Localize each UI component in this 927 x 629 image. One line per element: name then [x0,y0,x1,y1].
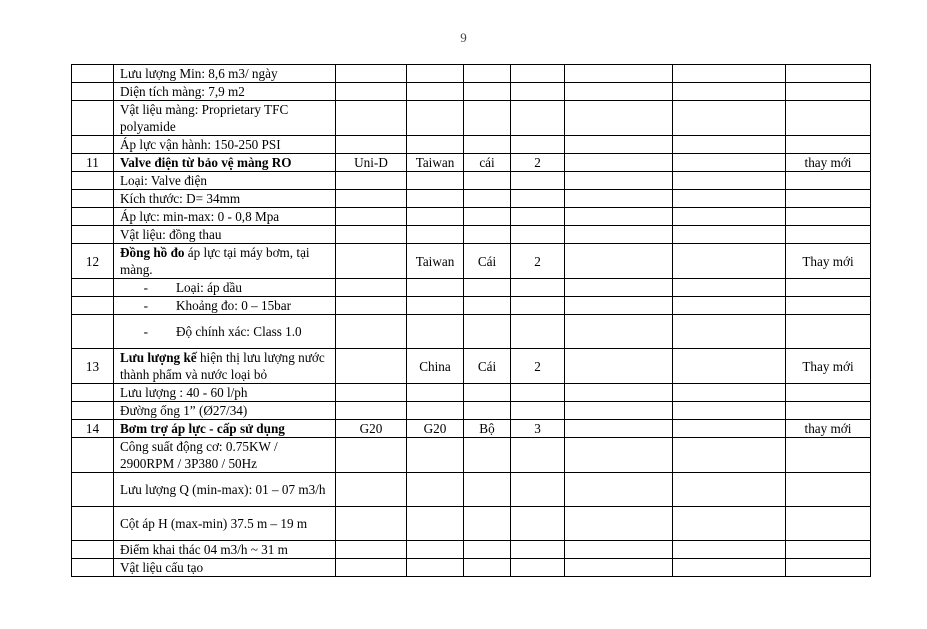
note-cell [786,83,871,101]
empty-cell [565,279,673,297]
quantity-cell [511,190,565,208]
note-cell [786,473,871,507]
brand-cell [336,101,407,136]
brand-cell [336,65,407,83]
brand-cell: Uni-D [336,154,407,172]
note-cell [786,279,871,297]
unit-cell [464,226,511,244]
quantity-cell [511,136,565,154]
table-row [72,473,871,507]
brand-cell: G20 [336,420,407,438]
quantity-cell [511,315,565,349]
empty-cell [673,83,786,101]
unit-cell [464,559,511,577]
empty-cell [673,136,786,154]
note-cell [786,190,871,208]
empty-cell [565,349,673,384]
item-number-cell: 14 [72,420,114,438]
note-cell: Thay mới [786,244,871,279]
unit-cell [464,83,511,101]
bullet-dash: - [143,280,148,295]
quantity-cell [511,279,565,297]
brand-cell [336,384,407,402]
origin-cell [407,297,464,315]
item-number-cell [72,315,114,349]
table-row [72,349,871,384]
note-cell: Thay mới [786,349,871,384]
unit-cell [464,297,511,315]
origin-cell [407,507,464,541]
empty-cell [565,83,673,101]
empty-cell [673,172,786,190]
empty-cell [673,473,786,507]
item-number-cell [72,65,114,83]
empty-cell [565,208,673,226]
origin-cell: China [407,349,464,384]
description-text: Loại: áp dầu [176,280,242,295]
empty-cell [673,402,786,420]
table-row [72,172,871,190]
empty-cell [673,279,786,297]
table-row [72,244,871,279]
brand-cell [336,279,407,297]
description-cell: Vật liệu: đồng thau [114,226,336,244]
origin-cell [407,83,464,101]
unit-cell [464,172,511,190]
brand-cell [336,226,407,244]
item-number-cell [72,101,114,136]
description-cell: Cột áp H (max-min) 37.5 m – 19 m [114,507,336,541]
origin-cell [407,438,464,473]
empty-cell [673,101,786,136]
empty-cell [565,226,673,244]
description-cell [114,297,336,315]
description-cell [114,349,336,384]
item-number-cell [72,83,114,101]
brand-cell [336,315,407,349]
brand-cell [336,473,407,507]
quantity-cell [511,384,565,402]
unit-cell [464,473,511,507]
quantity-cell [511,65,565,83]
quantity-cell [511,507,565,541]
empty-cell [673,559,786,577]
origin-cell [407,559,464,577]
equipment-spec-table [71,64,871,577]
note-cell [786,559,871,577]
origin-cell [407,65,464,83]
brand-cell [336,172,407,190]
empty-cell [565,438,673,473]
empty-cell [565,172,673,190]
unit-cell [464,384,511,402]
description-cell: Kích thước: D= 34mm [114,190,336,208]
empty-cell [565,244,673,279]
note-cell [786,172,871,190]
note-cell [786,208,871,226]
empty-cell [565,101,673,136]
origin-cell [407,190,464,208]
quantity-cell [511,438,565,473]
empty-cell [565,473,673,507]
empty-cell [673,420,786,438]
quantity-cell [511,402,565,420]
item-number-cell: 11 [72,154,114,172]
brand-cell [336,559,407,577]
empty-cell [565,297,673,315]
description-cell: Diện tích màng: 7,9 m2 [114,83,336,101]
origin-cell [407,402,464,420]
quantity-cell [511,541,565,559]
note-cell [786,402,871,420]
description-cell: Vật liệu cấu tạo [114,559,336,577]
table-row [72,402,871,420]
quantity-cell [511,473,565,507]
description-cell [114,244,336,279]
empty-cell [673,438,786,473]
origin-cell [407,208,464,226]
table-row [72,559,871,577]
description-cell: Áp lực: min-max: 0 - 0,8 Mpa [114,208,336,226]
description-cell: Valve điện từ bảo vệ màng RO [114,154,336,172]
empty-cell [673,154,786,172]
empty-cell [673,384,786,402]
description-rest: hiện thị lưu lượng nước thành phẩm và nước loại bỏ [120,350,325,382]
note-cell [786,315,871,349]
item-number-cell [72,172,114,190]
quantity-cell [511,226,565,244]
quantity-cell: 2 [511,244,565,279]
description-cell: Bơm trợ áp lực - cấp sử dụng [114,420,336,438]
item-number-cell [72,473,114,507]
unit-cell: Bộ [464,420,511,438]
unit-cell [464,190,511,208]
item-number-cell: 13 [72,349,114,384]
table-row [72,136,871,154]
unit-cell: cái [464,154,511,172]
item-number-cell [72,279,114,297]
description-rest: áp lực tại máy bơm, tại màng. [120,245,310,277]
table-row [72,507,871,541]
unit-cell [464,541,511,559]
origin-cell [407,473,464,507]
table-row [72,226,871,244]
table-row [72,541,871,559]
brand-cell [336,136,407,154]
unit-cell [464,402,511,420]
unit-cell [464,507,511,541]
description-cell: Áp lực vận hành: 150-250 PSI [114,136,336,154]
empty-cell [673,226,786,244]
bullet-dash: - [143,298,148,313]
brand-cell [336,507,407,541]
note-cell [786,507,871,541]
description-text: Độ chính xác: Class 1.0 [176,324,302,339]
description-cell: Lưu lượng Min: 8,6 m3/ ngày [114,65,336,83]
table-row [72,279,871,297]
description-cell: Lưu lượng Q (min-max): 01 – 07 m3/h [114,473,336,507]
unit-cell [464,315,511,349]
origin-cell: Taiwan [407,244,464,279]
empty-cell [565,559,673,577]
quantity-cell [511,101,565,136]
origin-cell [407,172,464,190]
note-cell [786,65,871,83]
item-number-cell [72,402,114,420]
item-number-cell [72,136,114,154]
item-number-cell [72,190,114,208]
origin-cell: G20 [407,420,464,438]
note-cell [786,438,871,473]
brand-cell [336,541,407,559]
table-row [72,190,871,208]
empty-cell [673,190,786,208]
table-row [72,154,871,172]
empty-cell [565,154,673,172]
table-row [72,315,871,349]
unit-cell [464,65,511,83]
quantity-cell [511,559,565,577]
empty-cell [673,65,786,83]
empty-cell [673,315,786,349]
brand-cell [336,402,407,420]
note-cell: thay mới [786,420,871,438]
description-cell: Điểm khai thác 04 m3/h ~ 31 m [114,541,336,559]
note-cell [786,297,871,315]
origin-cell [407,384,464,402]
table-row [72,420,871,438]
empty-cell [673,541,786,559]
origin-cell: Taiwan [407,154,464,172]
quantity-cell [511,208,565,226]
description-cell: Lưu lượng : 40 - 60 l/ph [114,384,336,402]
empty-cell [673,208,786,226]
empty-cell [673,297,786,315]
table-row [72,101,871,136]
item-number-cell [72,208,114,226]
table-row [72,83,871,101]
note-cell [786,541,871,559]
description-cell: Vật liệu màng: Proprietary TFC polyamide [114,101,336,136]
brand-cell [336,208,407,226]
unit-cell [464,208,511,226]
empty-cell [565,541,673,559]
origin-cell [407,226,464,244]
quantity-cell [511,172,565,190]
origin-cell [407,541,464,559]
bullet-dash: - [143,324,148,339]
empty-cell [565,384,673,402]
table-row [72,297,871,315]
description-cell: Công suất động cơ: 0.75KW / 2900RPM / 3P380 / 50Hz [114,438,336,473]
table-row [72,438,871,473]
empty-cell [673,349,786,384]
note-cell [786,101,871,136]
brand-cell [336,349,407,384]
item-number-cell [72,507,114,541]
brand-cell [336,190,407,208]
page-number: 9 [460,30,467,45]
description-cell [114,279,336,297]
note-cell [786,226,871,244]
unit-cell: Cái [464,244,511,279]
description-bold: Đồng hồ đo [120,245,185,260]
empty-cell [565,136,673,154]
origin-cell [407,101,464,136]
description-cell: Đường ống 1” (Ø27/34) [114,402,336,420]
item-number-cell: 12 [72,244,114,279]
empty-cell [565,65,673,83]
item-number-cell [72,384,114,402]
table-row [72,208,871,226]
empty-cell [565,190,673,208]
note-cell: thay mới [786,154,871,172]
origin-cell [407,279,464,297]
brand-cell [336,244,407,279]
empty-cell [565,402,673,420]
description-bold: Lưu lượng kế [120,350,197,365]
empty-cell [565,315,673,349]
quantity-cell: 2 [511,154,565,172]
brand-cell [336,83,407,101]
brand-cell [336,297,407,315]
empty-cell [673,244,786,279]
empty-cell [673,507,786,541]
origin-cell [407,136,464,154]
description-cell: Loại: Valve điện [114,172,336,190]
quantity-cell: 3 [511,420,565,438]
table-row [72,384,871,402]
empty-cell [565,507,673,541]
description-text: Khoảng đo: 0 – 15bar [176,298,292,313]
item-number-cell [72,226,114,244]
brand-cell [336,438,407,473]
item-number-cell [72,559,114,577]
unit-cell [464,101,511,136]
note-cell [786,136,871,154]
unit-cell [464,136,511,154]
unit-cell [464,438,511,473]
origin-cell [407,315,464,349]
unit-cell: Cái [464,349,511,384]
quantity-cell: 2 [511,349,565,384]
note-cell [786,384,871,402]
empty-cell [565,420,673,438]
unit-cell [464,279,511,297]
table-row [72,65,871,83]
item-number-cell [72,438,114,473]
item-number-cell [72,541,114,559]
item-number-cell [72,297,114,315]
description-cell [114,315,336,349]
quantity-cell [511,297,565,315]
quantity-cell [511,83,565,101]
